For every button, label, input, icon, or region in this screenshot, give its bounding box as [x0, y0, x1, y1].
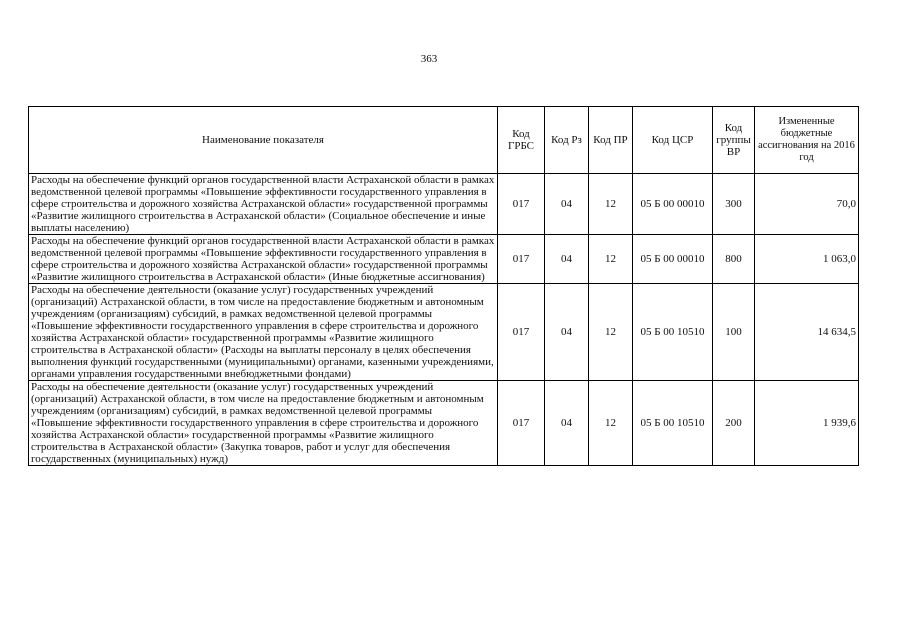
header-grbs: Код ГРБС [498, 107, 545, 174]
row-rz: 04 [545, 235, 589, 284]
row-grbs: 017 [498, 174, 545, 235]
row-rz: 04 [545, 174, 589, 235]
row-pr: 12 [589, 284, 633, 381]
header-row [29, 107, 859, 174]
row-vr: 100 [713, 284, 755, 381]
header-name: Наименование показателя [29, 107, 498, 174]
row-vr: 800 [713, 235, 755, 284]
row-amount: 1 939,6 [755, 381, 859, 466]
header-rz: Код Рз [545, 107, 589, 174]
table-row [29, 235, 859, 284]
budget-table [28, 106, 859, 466]
row-rz: 04 [545, 284, 589, 381]
row-amount: 1 063,0 [755, 235, 859, 284]
row-csr: 05 Б 00 10510 [633, 284, 713, 381]
table-row [29, 381, 859, 466]
table-row [29, 284, 859, 381]
row-grbs: 017 [498, 235, 545, 284]
row-name: Расходы на обеспечение деятельности (оказание услуг) государственных учреждений (организаций) Астраханской области, в том числе на предоставление бюджетным и автономным учреждениям (организациям) субсидий, в рамках ведомственной целевой программы «Повышение эффективности государственного управления в сфере строительства и дорожного хозяйства Астраханской области» государственной программы «Развитие жилищного строительства в Астраханской области» (Закупка товаров, работ и услуг для обеспечения государственных (муниципальных) нужд) [29, 381, 498, 466]
row-grbs: 017 [498, 284, 545, 381]
row-csr: 05 Б 00 10510 [633, 381, 713, 466]
row-csr: 05 Б 00 00010 [633, 235, 713, 284]
row-name: Расходы на обеспечение функций органов государственной власти Астраханской области в рамках ведомственной целевой программы «Повышение эффективности государственного управления в сфере строительства и дорожного хозяйства Астраханской области» государственной программы «Развитие жилищного строительства в Астраханской области» (Иные бюджетные ассигнования) [29, 235, 498, 284]
row-vr: 200 [713, 381, 755, 466]
row-name: Расходы на обеспечение функций органов государственной власти Астраханской области в рамках ведомственной целевой программы «Повышение эффективности государственного управления в сфере строительства и дорожного хозяйства Астраханской области» государственной программы «Развитие жилищного строительства в Астраханской области» (Социальное обеспечение и иные выплаты населению) [29, 174, 498, 235]
header-pr: Код ПР [589, 107, 633, 174]
row-csr: 05 Б 00 00010 [633, 174, 713, 235]
row-pr: 12 [589, 381, 633, 466]
page-number: 363 [420, 53, 438, 65]
row-amount: 70,0 [755, 174, 859, 235]
header-amount: Измененные бюджетные ассигнования на 2016 год [755, 107, 859, 174]
row-pr: 12 [589, 174, 633, 235]
row-amount: 14 634,5 [755, 284, 859, 381]
row-vr: 300 [713, 174, 755, 235]
table-row [29, 174, 859, 235]
row-pr: 12 [589, 235, 633, 284]
row-name: Расходы на обеспечение деятельности (оказание услуг) государственных учреждений (организаций) Астраханской области, в том числе на предоставление бюджетным и автономным учреждениям (организациям) субсидий, в рамках ведомственной целевой программы «Повышение эффективности государственного управления в сфере строительства и дорожного хозяйства Астраханской области» государственной программы «Развитие жилищного строительства в Астраханской области» (Расходы на выплаты персоналу в целях обеспечения выполнения функций государственными (муниципальными) органами, казенными учреждениями, органами управления государственными внебюджетными фондами) [29, 284, 498, 381]
row-grbs: 017 [498, 381, 545, 466]
row-rz: 04 [545, 381, 589, 466]
header-csr: Код ЦСР [633, 107, 713, 174]
header-vr: Код группы ВР [713, 107, 755, 174]
